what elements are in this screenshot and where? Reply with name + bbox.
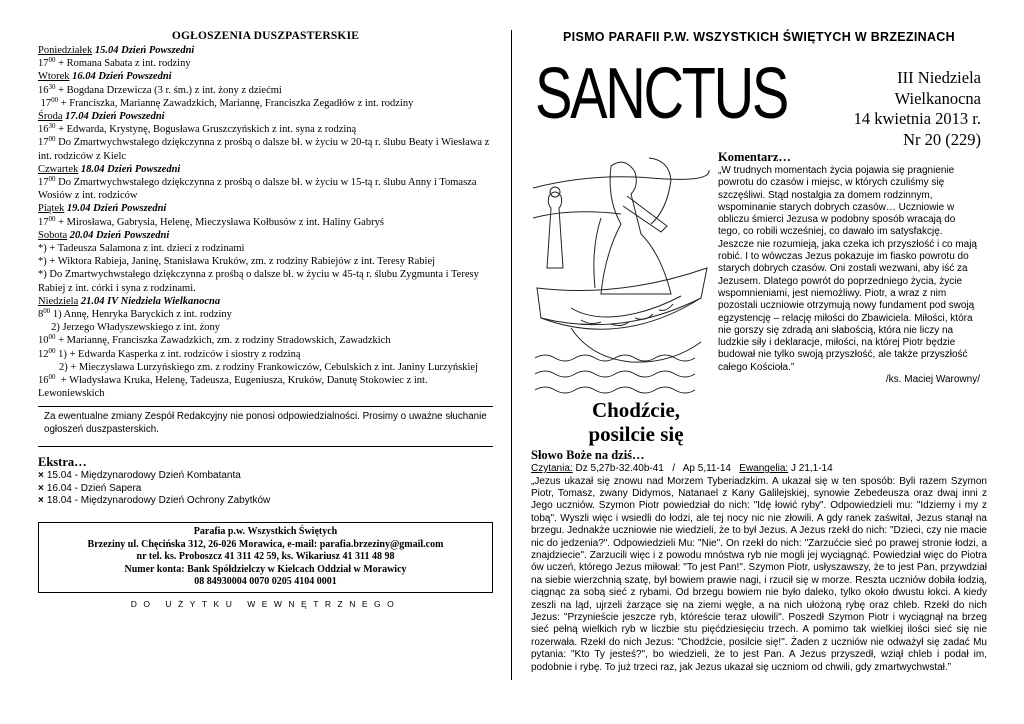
day-name: Piątek — [38, 203, 65, 215]
intention-text: 2) Jerzego Władyszewskiego z int. żony — [38, 322, 221, 334]
masthead — [531, 44, 987, 149]
intention-text: 1) + Edwarda Kasperka z int. rodziców i siostry z rodziną — [55, 348, 301, 360]
day-name: Poniedziałek — [38, 45, 93, 56]
ekstra-marker: × — [38, 482, 44, 494]
mass-minutes: 00 — [48, 56, 56, 65]
intention-text: + Mirosława, Gabrysia, Helenę, Mieczysława Kołbusów z int. Haliny Gabryś — [55, 216, 384, 228]
mass-minutes: 00 — [48, 333, 56, 342]
mass-intention — [38, 136, 493, 162]
parish-contact-box — [38, 522, 493, 593]
commentary-section — [718, 150, 980, 386]
ekstra-list — [38, 470, 493, 508]
mass-minutes: 30 — [48, 122, 56, 131]
mass-intention — [38, 242, 493, 255]
gospel-text: „Jezus ukazał się znowu nad Morzem Tyberiadzkim. A ukazał się w ten sposób: Byli razem Szymon Piotr, Tomasz, zwany Didymos, Natanael z Kany Galilejskiej, synowie Zebedeusza oraz dwaj inni z Jego uczniów. Szymon Piotr powiedział do nich: "Idę łowić ryby". Odpowiedzieli mu: "Idziemy i my z tobą". Wyszli więc i wsiedli do łodzi, ale tej nocy nic nie złowili. A gdy ranek zaświtał, Jezus stanął na brzegu. Jednakże uczniowie nie wiedzieli, że to był Jezus. A Jezus rzekł do nich: "Dzieci, czy nie macie nic do jedzenia?". Odpowiedzieli Mu: "Nie". On rzekł do nich: "Zarzućcie sieć po prawej stronie łodzi, a znajdziecie". Zarzucili więc i z powodu mnóstwa ryb nie mogli jej wyciągnąć. Powiedział więc do Piotra ów uczeń, którego Jezus miłował: "To jest Pan!". Szymon Piotr, usłyszawszy, że to jest Pan, przywdział na siebie wierzchnią szatę, był bowiem prawie nagi, i rzucił się w morze. Reszta uczniów dobiła łodzią, ciągnąc za sobą sieć z rybami. Od brzegu bowiem nie było daleko, tylko około dwustu łokci. A kiedy zeszli na ląd, ujrzeli żarzące się na ziemi węgle, a na nich ułożoną rybę oraz chleb. Rzekł do nich Jezus: "Przynieście jeszcze ryb, któreście teraz ułowili". Poszedł Szymon Piotr i wyciągnął na brzeg sieć pełną wielkich ryb w liczbie stu pięćdziesięciu trzech. A pomimo tak wielkiej ilości sieć się nie rozerwała. Rzekł do nich Jezus: "Chodźcie, posilcie się!". Żaden z uczniów nie odważył się zadać Mu pytania: "Kto Ty jesteś?", bo wiedzieli, że to jest Pan. A Jezus przyszedł, wziął chleb i podał im, podobnie i rybę. To już trzeci raz, jak Jezus ukazał się uczniom od chwili, gdy zmartwychwstał.” — [531, 475, 987, 673]
gospel-label: Ewangelia: — [739, 463, 789, 474]
mass-hour: 16 — [38, 124, 49, 136]
day-date: 16.04 Dzień Powszedni — [72, 71, 172, 83]
mass-minutes: 00 — [43, 307, 51, 316]
editorial-notice: Za ewentualne zmiany Zespół Redakcyjny nie ponosi odpowiedzialności. Prosimy o uważne słuchanie ogłoszeń duszpasterskich. — [44, 411, 487, 435]
mass-hour: 17 — [38, 97, 52, 109]
mass-intention — [38, 123, 493, 136]
mass-intention — [38, 176, 493, 202]
parish-name: Parafia p.w. Wszystkich Świętych — [193, 525, 338, 537]
issue-season: Wielkanocna — [894, 88, 981, 108]
issue-number: Nr 20 (229) — [903, 129, 981, 149]
illustration-caption — [561, 398, 711, 446]
mass-intention — [38, 348, 493, 361]
mass-minutes: 00 — [48, 135, 56, 144]
mass-minutes: 00 — [48, 346, 56, 355]
gospel-illustration — [531, 148, 711, 398]
mass-minutes: 00 — [51, 95, 59, 104]
intention-text: *) + Wiktora Rabieja, Janinę, Stanisława Kruków, zm. z rodziny Rabiejów z int. Teresy Rabiej — [38, 256, 436, 268]
day-heading — [38, 110, 493, 123]
parish-phones: nr tel. ks. Proboszcz 41 311 42 59, ks. Wikariusz 41 311 48 98 — [136, 551, 395, 563]
day-heading — [38, 229, 493, 242]
mass-hour: 16 — [38, 375, 49, 387]
intention-text: *) Do Zmartwychwstałego dziękczynna z prośbą o dalsze bł. w życiu w 45-tą r. ślubu Zygmunta i Teresy Rabiej z int. córki i syna z rodzinami. — [38, 269, 482, 294]
intention-text: + Bogdana Drzewicza (3 r. śm.) z int. żony z dziećmi — [55, 84, 282, 96]
day-date: 15.04 Dzień Powszedni — [94, 45, 195, 56]
mass-intention — [38, 216, 493, 229]
ekstra-marker: × — [38, 495, 44, 507]
announcements-page — [38, 30, 493, 609]
day-heading — [38, 70, 493, 83]
word-of-god-heading: Słowo Boże na dziś… — [531, 448, 645, 462]
intention-text: 1) Annę, Henryka Baryckich z int. rodziny — [50, 309, 232, 321]
mass-hour: 17 — [38, 177, 49, 189]
bank-name: Numer konta: Bank Spółdzielczy w Kielcach Oddział w Morawicy — [124, 563, 407, 575]
mass-intention — [38, 361, 493, 374]
intention-text: 2) + Mieczysława Lurzyńskiego zm. z rodziny Frankowiczów, Cebulskich z int. Janiny Lurzyńskiej — [38, 361, 479, 373]
mass-hour: 16 — [38, 84, 49, 96]
day-date: 21.04 IV Niedziela Wielkanocna — [80, 295, 221, 307]
internal-use-label: DO UŻYTKU WEWNĘTRZNEGO — [130, 598, 401, 609]
caption-line-2: posilcie się — [588, 422, 684, 446]
intention-text: + Mariannę, Franciszka Zawadzkich, zm. z rodziny Stradowskich, Zawadzkich — [55, 335, 391, 347]
day-heading — [38, 202, 493, 215]
mass-intention — [38, 308, 493, 321]
ekstra-text: 15.04 - Międzynarodowy Dzień Kombatanta — [46, 470, 241, 482]
day-name: Niedziela — [38, 295, 79, 307]
ekstra-marker: × — [38, 470, 44, 482]
mass-intention — [38, 374, 493, 400]
intention-text: + Edwarda, Krystynę, Bogusława Gruszczyńskich z int. syna z rodziną — [55, 124, 357, 136]
parish-address: Brzeziny ul. Chęcińska 312, 26-026 Morawica, e-mail: parafia.brzeziny@gmail.com — [87, 538, 444, 550]
day-name: Czwartek — [38, 163, 79, 175]
day-name: Sobota — [38, 229, 68, 241]
day-date: 17.04 Dzień Powszedni — [65, 111, 165, 123]
caption-line-1: Chodźcie, — [591, 398, 681, 422]
intention-text: + Władysława Kruka, Helenę, Tadeusza, Eugeniusza, Kruków, Danutę Stokowiec z int. Lewoniewskich — [38, 375, 431, 400]
newsletter-page — [531, 30, 987, 673]
ekstra-item — [38, 483, 493, 496]
announcements-list — [38, 44, 493, 400]
commentary-body: „W trudnych momentach życia pojawia się pragnienie powrotu do czasów i miejsc, w których czuliśmy się szczęśliwi. Stąd nostalgia za domem rodzinnym, wspominanie starych dobrych czasów… Uczniowie w obliczu śmierci Jezusa w podobny sposób wracają do tego, co robili wcześniej, co dawało im satysfakcję. Jeszcze nie rozumieją, jaka czeka ich przyszłość i co mają robić. I to wówczas Jezus pokazuje im fiasko powrotu do starych dobrych czasów. Oni zostali wezwani, aby iść za Jezusem. Dlatego powrót do poprzedniego życia, życie wspomnieniami, jest niemożliwy. Piotr, a wraz z nim pozostali uczniowie otrzymują nowy fundament pod swoją egzystencję – relację miłości do Zbawiciela. Miłości, która nie gorszy się zdradą ani słabością, która nie liczy na ludzkie siły i deklaracje, miłości, na której Piotr będzie budował nie tylko swoją przyszłość, ale także przyszłość całego Kościoła.” — [718, 165, 977, 373]
commentary-heading: Komentarz… — [718, 150, 791, 164]
issue-date: 14 kwietnia 2013 r. — [853, 109, 981, 128]
readings-refs: Dz 5,27b-32.40b-41 / Ap 5,11-14 — [572, 463, 740, 474]
word-of-god-section — [531, 448, 987, 674]
intention-text: Do Zmartwychwstałego dziękczynna z prośbą o dalsze bł. w życiu w 15-tą r. ślubu Anny i Tomasza Wosiów z int. rodziców — [38, 177, 479, 202]
mass-hour: 17 — [38, 216, 49, 228]
day-date: 19.04 Dzień Powszedni — [66, 203, 167, 215]
day-heading — [38, 163, 493, 176]
issue-info — [854, 68, 981, 150]
intention-text: + Franciszka, Mariannę Zawadzkich, Mariannę, Franciszka Zegadłów z int. rodziny — [58, 97, 414, 109]
readings-line — [531, 463, 987, 476]
mass-intention — [38, 268, 493, 294]
mass-minutes: 00 — [48, 214, 56, 223]
announcements-title: OGŁOSZENIA DUSZPASTERSKIE — [171, 30, 360, 42]
bank-account: 08 84930004 0070 0205 4104 0001 — [194, 576, 337, 588]
day-date: 18.04 Dzień Powszedni — [80, 163, 181, 175]
publication-header: PISMO PARAFII P.W. WSZYSTKICH ŚWIĘTYCH W BRZEZINACH — [563, 30, 955, 44]
mass-hour: 17 — [38, 58, 49, 70]
ekstra-item — [38, 495, 493, 508]
mass-intention — [38, 321, 493, 334]
mass-hour: 12 — [38, 348, 49, 360]
mass-intention — [38, 97, 493, 110]
day-date: 20.04 Dzień Powszedni — [69, 229, 170, 241]
ekstra-item — [38, 470, 493, 483]
day-heading — [38, 44, 493, 57]
ekstra-text: 16.04 - Dzień Sapera — [46, 482, 142, 494]
mass-hour: 8 — [38, 309, 44, 321]
intention-text: Do Zmartwychwstałego dziękczynna z prośbą o dalsze bł. w życiu w 20-tą r. ślubu Beaty i Wiesława z int. rodziców z Kielc — [38, 137, 492, 162]
divider — [38, 446, 493, 447]
day-name: Środa — [38, 111, 63, 123]
ekstra-heading: Ekstra… — [38, 455, 87, 470]
intention-text: *) + Tadeusza Salamona z int. dzieci z rodzinami — [38, 243, 245, 255]
readings-label: Czytania: — [531, 463, 573, 474]
masthead-logo: SANCTUS — [535, 54, 787, 134]
day-heading — [38, 295, 493, 308]
mass-hour: 17 — [38, 137, 49, 149]
issue-sunday: III Niedziela — [897, 68, 981, 87]
mass-hour: 10 — [38, 335, 49, 347]
mass-intention — [38, 57, 493, 70]
intention-text: + Romana Sabata z int. rodziny — [55, 58, 191, 70]
mass-intention — [38, 334, 493, 347]
commentary-signature: /ks. Maciej Warowny/ — [885, 374, 980, 386]
mass-intention — [38, 84, 493, 97]
mass-minutes: 00 — [48, 373, 56, 382]
ekstra-text: 18.04 - Międzynarodowy Dzień Ochrony Zabytków — [46, 495, 271, 507]
gospel-ref: J 21,1-14 — [788, 463, 833, 474]
mass-intention — [38, 255, 493, 268]
mass-minutes: 30 — [48, 82, 56, 91]
day-name: Wtorek — [38, 71, 70, 83]
mass-minutes: 00 — [48, 175, 56, 184]
page-divider — [511, 30, 512, 680]
